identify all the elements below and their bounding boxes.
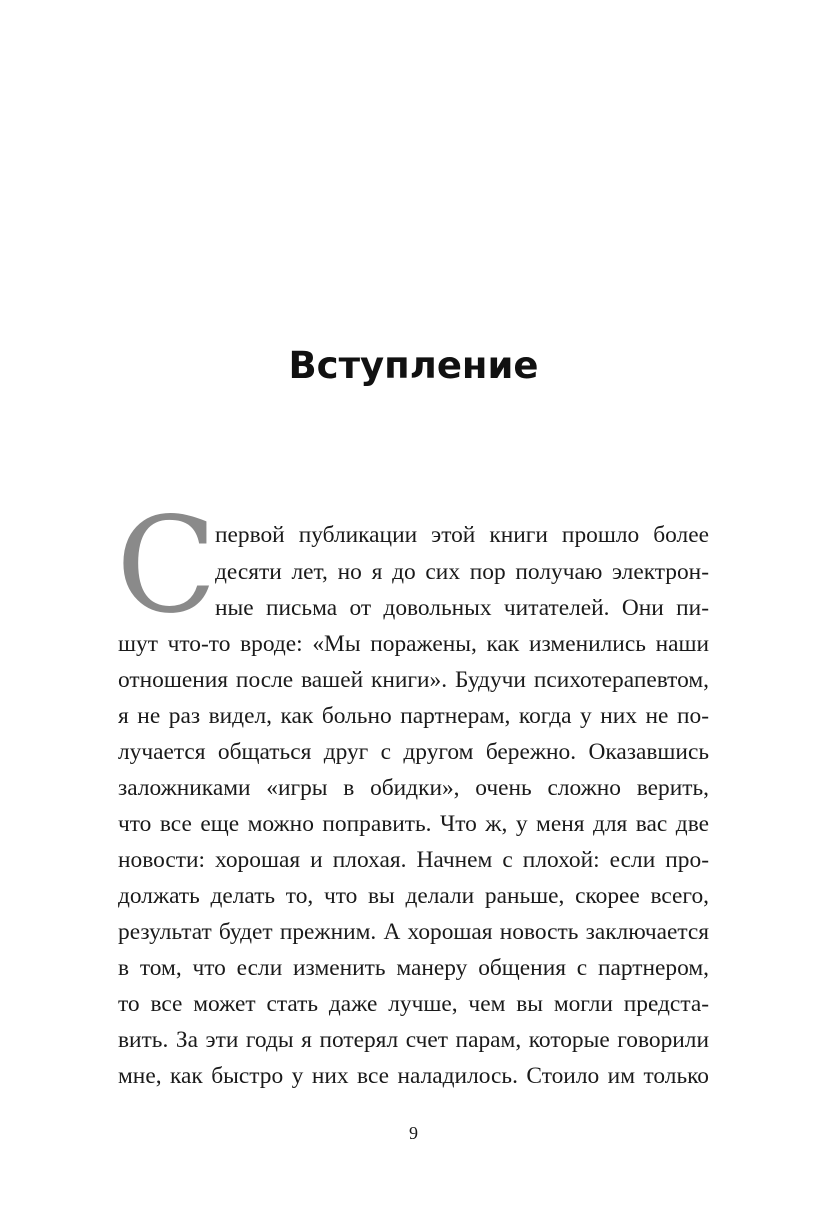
paragraph-line-1: первой публикации этой книги прошло более: [215, 522, 709, 548]
paragraph-line-5: отношения после вашей книги». Будучи психотерапевтом,: [118, 667, 709, 693]
paragraph-line-10: новости: хорошая и плохая. Начнем с плохой: если про-: [118, 847, 709, 873]
drop-cap-letter: С: [116, 489, 217, 643]
chapter-title: Вступление: [288, 344, 539, 387]
paragraph-line-6: я не раз видел, как больно партнерам, когда у них не по-: [118, 703, 709, 729]
paragraph-line-14: то все может стать даже лучше, чем вы могли предста-: [118, 991, 709, 1017]
paragraph-line-7: лучается общаться друг с другом бережно. Оказавшись: [118, 739, 709, 765]
paragraph-line-15: вить. За эти годы я потерял счет парам, которые говорили: [118, 1027, 709, 1053]
paragraph-line-16: мне, как быстро у них все наладилось. Стоило им только: [118, 1063, 709, 1089]
page-number: 9: [409, 1123, 418, 1143]
paragraph-line-12: результат будет прежним. А хорошая новость заключается: [118, 919, 709, 945]
paragraph-line-13: в том, что если изменить манеру общения с партнером,: [118, 955, 709, 981]
paragraph-line-4: шут что-то вроде: «Мы поражены, как изменились наши: [118, 631, 709, 657]
paragraph-line-9: что все еще можно поправить. Что ж, у меня для вас две: [118, 811, 709, 837]
paragraph-line-8: заложниками «игры в обидки», очень сложно верить,: [118, 775, 709, 801]
paragraph-line-3: ные письма от довольных читателей. Они пи-: [215, 595, 709, 621]
paragraph-line-11: должать делать то, что вы делали раньше, скорее всего,: [118, 883, 709, 909]
paragraph-line-2: десяти лет, но я до сих пор получаю электрон-: [215, 559, 709, 585]
